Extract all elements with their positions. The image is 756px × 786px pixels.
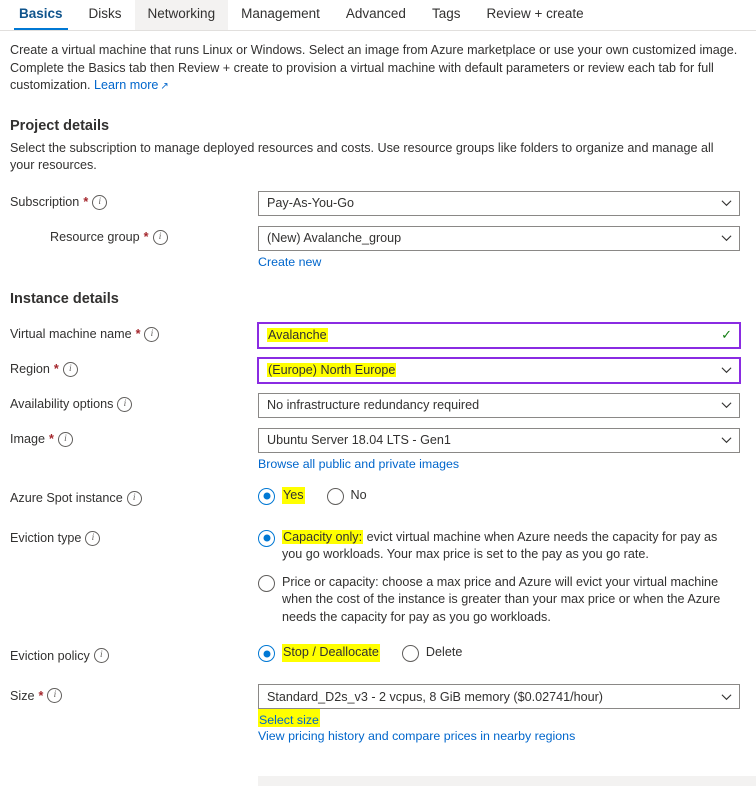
tab-management[interactable]: [228, 0, 333, 30]
eviction-policy-option-stop-deallocate[interactable]: [258, 644, 380, 662]
resource-group-label: [10, 226, 258, 245]
region-select[interactable]: [258, 358, 740, 383]
vm-name-label: [10, 323, 258, 342]
region-label: [10, 358, 258, 377]
row-region: [0, 358, 756, 383]
tab-networking[interactable]: [135, 0, 229, 30]
row-availability-options: [0, 393, 756, 418]
eviction-policy-radio-group: [258, 644, 740, 662]
chevron-down-icon: [721, 400, 732, 411]
eviction-type-capacity-only-text: [282, 529, 728, 564]
azure-spot-instance-label: [10, 487, 258, 506]
resource-group-label-text: Resource group: [50, 230, 140, 244]
chevron-down-icon: [721, 435, 732, 446]
tab-disks-label: Disks: [88, 6, 122, 21]
tab-disks[interactable]: [76, 0, 135, 30]
project-details-heading: Project details: [10, 117, 110, 134]
eviction-policy-label: [10, 644, 258, 663]
eviction-policy-field: [258, 644, 740, 662]
size-label: [10, 684, 258, 703]
eviction-type-option-capacity-only[interactable]: [258, 527, 728, 564]
tab-tags-label: Tags: [431, 6, 461, 21]
select-size-link[interactable]: Select size: [258, 709, 320, 727]
vm-name-required-mark: *: [135, 327, 141, 341]
image-select[interactable]: [258, 428, 740, 453]
eviction-type-option-price-or-capacity[interactable]: [258, 572, 728, 627]
subscription-value: Pay-As-You-Go: [267, 196, 355, 210]
region-required-mark: *: [53, 362, 59, 376]
eviction-policy-info-icon[interactable]: i: [94, 648, 109, 663]
subscription-label-text: Subscription: [10, 195, 80, 209]
chevron-down-icon: [721, 365, 732, 376]
vm-name-value: Avalanche: [268, 328, 327, 342]
resource-group-select[interactable]: [258, 226, 740, 251]
region-value: (Europe) North Europe: [268, 363, 396, 377]
size-value: Standard_D2s_v3 - 2 vcpus, 8 GiB memory ($0.02741/hour): [267, 689, 604, 704]
tab-networking-label: Networking: [147, 6, 216, 21]
radio-no[interactable]: [327, 488, 344, 505]
eviction-type-label-text: Eviction type: [10, 531, 82, 545]
size-required-mark: *: [38, 688, 44, 703]
availability-options-label-text: Availability options: [10, 397, 114, 411]
bottom-strip: [258, 776, 756, 786]
learn-more-link[interactable]: [94, 78, 169, 92]
radio-stop-deallocate[interactable]: [258, 645, 275, 662]
size-label-text: Size: [10, 688, 35, 703]
availability-options-field: [258, 393, 740, 418]
azure-spot-instance-field: [258, 487, 740, 505]
azure-spot-no-label: No: [350, 487, 367, 502]
subscription-field: [258, 191, 740, 216]
eviction-policy-label-text: Eviction policy: [10, 648, 90, 663]
tab-review-create-label: Review + create: [486, 6, 584, 21]
subscription-required-mark: *: [83, 195, 89, 209]
eviction-policy-option-delete[interactable]: [402, 644, 462, 662]
external-link-icon: ↗: [160, 81, 169, 92]
image-field: [258, 428, 740, 471]
browse-images-link[interactable]: Browse all public and private images: [258, 456, 460, 471]
create-new-resource-group-link[interactable]: Create new: [258, 254, 322, 269]
eviction-type-price-or-capacity-text: Price or capacity: choose a max price and Azure will evict your virtual machine when the cost of the instance is greater than your max price or when the Azure needs the capacity for pay as you go workloads.: [282, 574, 721, 624]
radio-delete[interactable]: [402, 645, 419, 662]
tab-basics[interactable]: [6, 0, 76, 30]
size-select[interactable]: [258, 684, 740, 709]
chevron-down-icon: [721, 198, 732, 209]
valid-check-icon: ✓: [721, 327, 732, 342]
size-info-icon[interactable]: i: [47, 688, 62, 703]
row-image: [0, 428, 756, 471]
subscription-select[interactable]: [258, 191, 740, 216]
region-info-icon[interactable]: i: [63, 362, 78, 377]
wizard-tabs: [0, 0, 756, 31]
resource-group-info-icon[interactable]: i: [153, 230, 168, 245]
resource-group-required-mark: *: [143, 230, 149, 244]
vm-name-label-text: Virtual machine name: [10, 327, 132, 341]
row-subscription: [0, 191, 756, 216]
tab-advanced-label: Advanced: [345, 6, 406, 21]
availability-options-select[interactable]: [258, 393, 740, 418]
image-label: [10, 428, 258, 447]
eviction-policy-delete-label: Delete: [425, 645, 463, 660]
chevron-down-icon: [721, 691, 732, 702]
row-size: [0, 684, 756, 743]
intro-text: [0, 31, 756, 96]
eviction-policy-stop-deallocate-label: Stop / Deallocate: [282, 644, 380, 662]
vm-name-field: [258, 323, 740, 348]
image-value: Ubuntu Server 18.04 LTS - Gen1: [267, 433, 451, 447]
tab-review-create[interactable]: [473, 0, 596, 30]
learn-more-label: Learn more: [94, 78, 159, 92]
image-info-icon[interactable]: i: [58, 432, 73, 447]
eviction-type-info-icon[interactable]: i: [85, 531, 100, 546]
eviction-type-capacity-only-description: evict virtual machine when Azure needs the capacity for pay as you go workloads. Your max price is set to the pay as you go rate.: [282, 529, 718, 561]
radio-yes[interactable]: [258, 488, 275, 505]
vm-name-info-icon[interactable]: i: [144, 327, 159, 342]
azure-spot-instance-option-yes[interactable]: [258, 487, 305, 505]
vm-name-input[interactable]: [258, 323, 740, 348]
intro-paragraph: Create a virtual machine that runs Linux or Windows. Select an image from Azure marketplace or use your own customized image. Complete the Basics tab then Review + create to provision a virtual machine with default parameters or review each tab for full customization.: [10, 43, 738, 92]
region-label-text: Region: [10, 362, 50, 376]
radio-price-or-capacity[interactable]: [258, 575, 275, 592]
project-details-description: Select the subscription to manage deployed resources and costs. Use resource groups like folders to organize and manage all your resources.: [10, 140, 714, 172]
resource-group-value: (New) Avalanche_group: [267, 231, 402, 245]
row-azure-spot-instance: [0, 487, 756, 511]
azure-spot-instance-option-no[interactable]: [327, 487, 367, 505]
tab-advanced[interactable]: [333, 0, 419, 30]
instance-details-heading: Instance details: [10, 290, 119, 307]
image-required-mark: *: [49, 432, 54, 446]
eviction-type-field: [258, 527, 740, 635]
subscription-label: [10, 191, 258, 210]
subscription-info-icon[interactable]: i: [92, 195, 107, 210]
row-resource-group: [0, 226, 756, 269]
availability-options-value: No infrastructure redundancy required: [267, 398, 480, 412]
eviction-type-capacity-only-label: Capacity only:: [283, 529, 363, 544]
eviction-type-label: [10, 527, 258, 546]
azure-spot-instance-info-icon[interactable]: i: [127, 491, 142, 506]
size-field: [258, 684, 740, 743]
row-eviction-policy: [0, 644, 756, 668]
azure-spot-instance-label-text: Azure Spot instance: [10, 491, 123, 505]
chevron-down-icon: [721, 233, 732, 244]
row-eviction-type: [0, 527, 756, 635]
azure-spot-instance-radio-group: [258, 487, 740, 505]
tab-tags[interactable]: [419, 0, 474, 30]
view-pricing-history-link[interactable]: View pricing history and compare prices in nearby regions: [258, 729, 576, 743]
region-field: [258, 358, 740, 383]
radio-capacity-only[interactable]: [258, 530, 275, 547]
availability-options-info-icon[interactable]: i: [117, 397, 132, 412]
resource-group-field: [258, 226, 740, 269]
tab-management-label: Management: [241, 6, 320, 21]
tab-basics-label: Basics: [19, 6, 63, 21]
row-vm-name: [0, 323, 756, 348]
availability-options-label: [10, 393, 258, 412]
image-label-text: Image: [10, 432, 46, 446]
azure-spot-yes-label: Yes: [282, 487, 305, 505]
